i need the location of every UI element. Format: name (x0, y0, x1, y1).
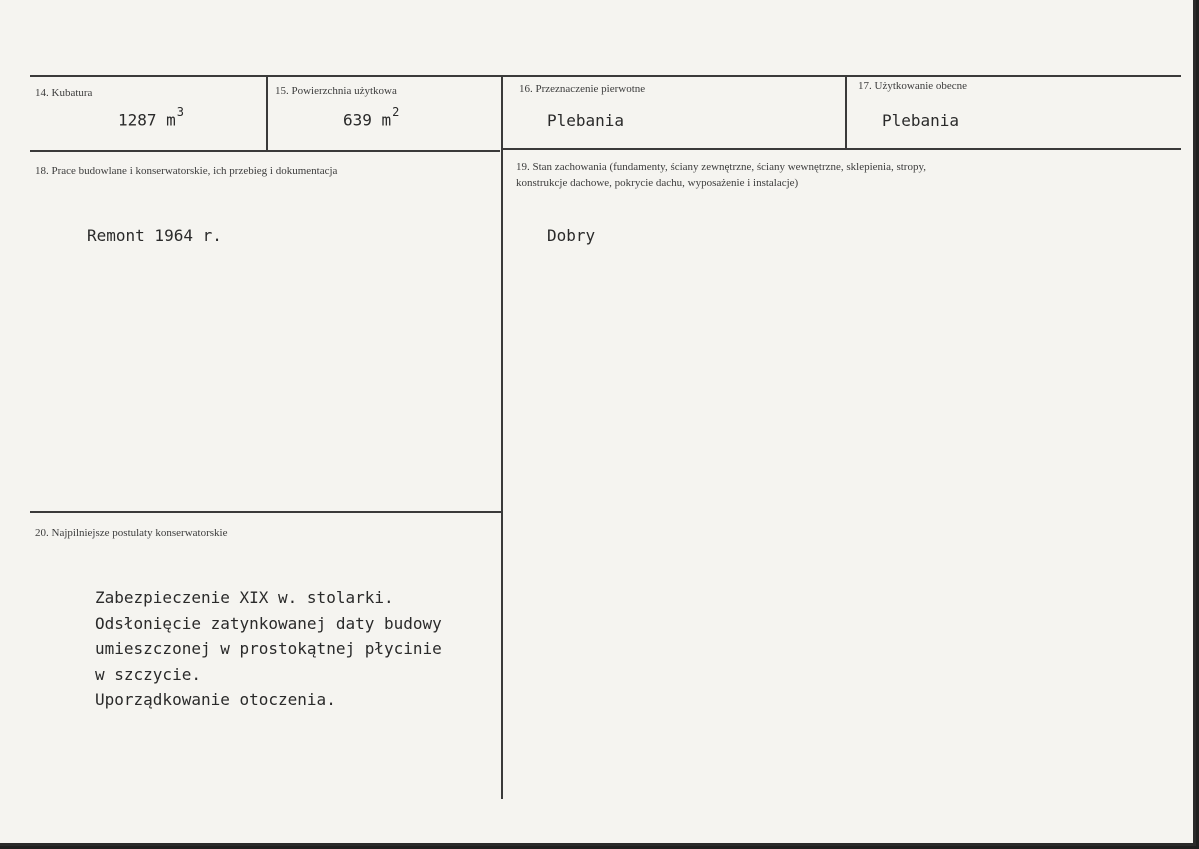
current-use-label: 17. Użytkowanie obecne (858, 80, 968, 92)
section-divider (30, 511, 501, 513)
top-rule (30, 75, 1181, 77)
postulates-label: 20. Najpilniejsze postulaty konserwatorskie (35, 527, 228, 539)
usable-area-number: 639 m (343, 110, 392, 130)
postulates-line: Odsłonięcie zatynkowanej daty budowy (95, 613, 442, 633)
original-purpose-value: Plebania (547, 111, 625, 130)
works-value: Remont 1964 r. (87, 226, 222, 245)
col-divider-1 (266, 77, 268, 150)
original-purpose-label: 16. Przeznaczenie pierwotne (519, 83, 646, 95)
kubatura-exponent: 3 (176, 105, 185, 119)
kubatura-number: 1287 m (118, 110, 176, 130)
condition-value: Dobry (547, 226, 596, 245)
condition-label-line1: 19. Stan zachowania (fundamenty, ściany zewnętrzne, ściany wewnętrzne, sklepienia, stropy, (516, 161, 927, 173)
usable-area-value (343, 105, 400, 130)
kubatura-value (118, 105, 185, 130)
current-use-value: Plebania (882, 111, 960, 130)
postulates-line: umieszczonej w prostokątnej płycinie (95, 639, 442, 658)
row-divider-right (503, 148, 1181, 150)
postulates-text (95, 585, 442, 713)
postulates-line: Zabezpieczenie XIX w. stolarki. (95, 588, 394, 607)
postulates-line: Uporządkowanie otoczenia. (95, 690, 336, 709)
condition-label-line2: konstrukcje dachowe, pokrycie dachu, wyposażenie i instalacje) (516, 177, 799, 189)
col-divider-2 (501, 77, 503, 799)
postulates-line: w szczycie. (95, 664, 201, 684)
row-divider (30, 150, 500, 152)
kubatura-label: 14. Kubatura (35, 87, 93, 99)
condition-label (516, 159, 926, 191)
usable-area-label: 15. Powierzchnia użytkowa (275, 85, 397, 97)
works-label: 18. Prace budowlane i konserwatorskie, ich przebieg i dokumentacja (35, 165, 338, 177)
col-divider-3 (845, 77, 847, 148)
usable-area-exponent: 2 (392, 105, 400, 119)
